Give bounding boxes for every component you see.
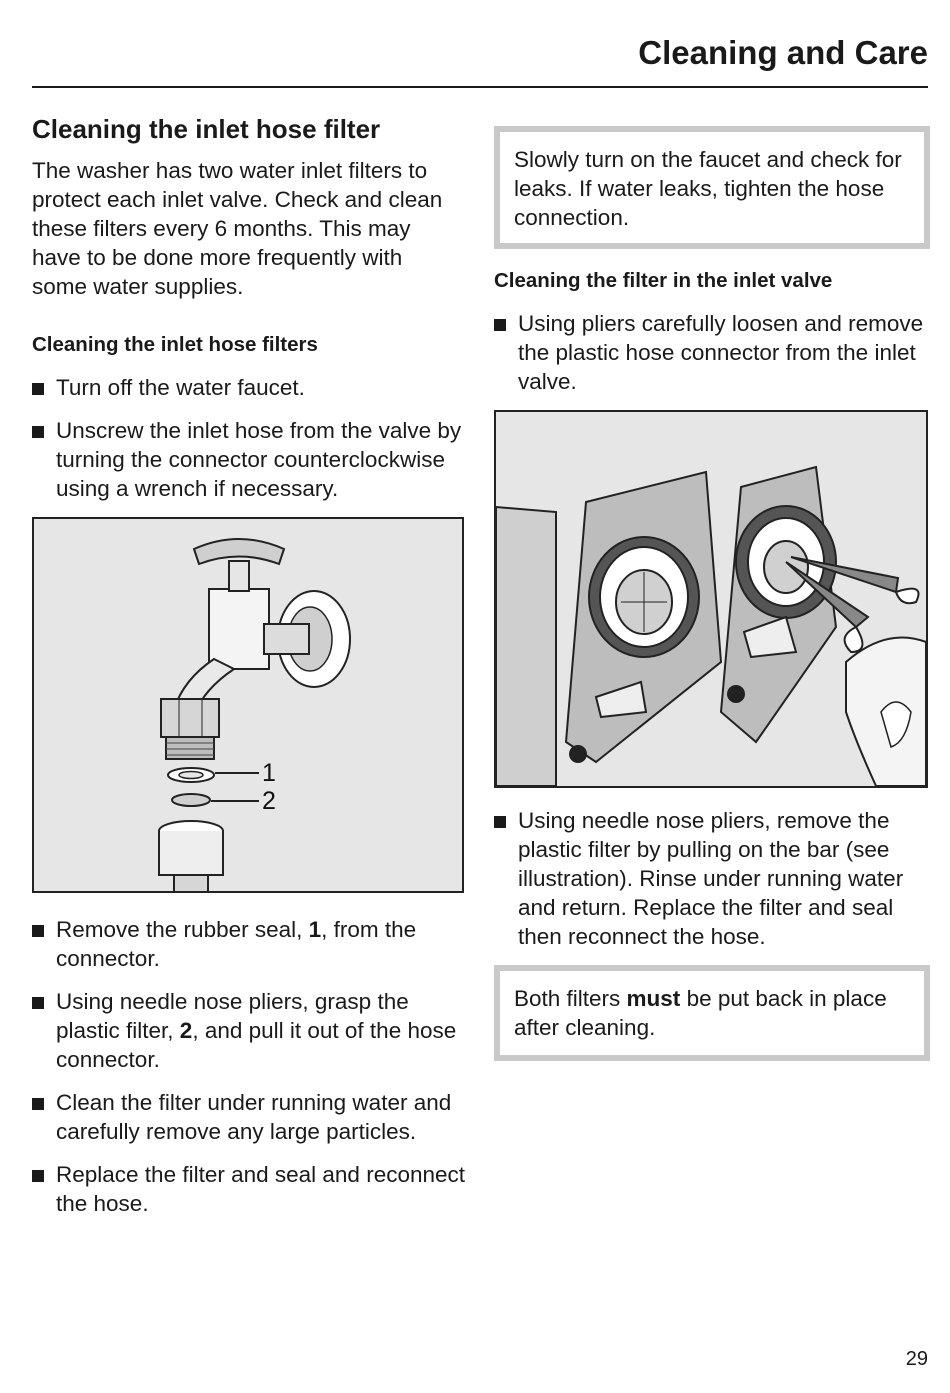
right-column [494,126,930,1061]
subheading-inlet-hose-filters: Cleaning the inlet hose filters [32,333,318,356]
figure-label-2: 2 [262,787,276,815]
list-item: Remove the rubber seal, 1, from the connector. [32,915,468,973]
list-item: Turn off the water faucet. [32,373,468,402]
inlet-valve-figure [494,410,928,788]
list-item: Replace the filter and seal and reconnect the hose. [32,1160,468,1218]
page-number: 29 [905,1348,928,1370]
list-item: Using needle nose pliers, remove the plastic filter by pulling on the bar (see illustration). Rinse under running water and return. Replace the filter and seal then reconnect the hose. [494,806,930,951]
list-item: Using needle nose pliers, grasp the plastic filter, 2, and pull it out of the hose connector. [32,987,468,1074]
figure-label-1: 1 [262,759,276,787]
note-box-leak-check: Slowly turn on the faucet and check for leaks. If water leaks, tighten the hose connection. [494,126,930,249]
steps-list-bottom [32,915,468,1218]
section-title: Cleaning the inlet hose filter [32,114,381,144]
faucet-illustration [34,519,462,891]
steps-list-right-1 [494,309,930,396]
list-item: Unscrew the inlet hose from the valve by turning the connector counterclockwise using a wrench if necessary. [32,416,468,503]
subheading-inlet-valve-filter: Cleaning the filter in the inlet valve [494,269,833,292]
intro-paragraph: The washer has two water inlet filters to protect each inlet valve. Check and clean these filters every 6 months. This may have to be done more frequently with some water supplies. [32,158,443,299]
list-item: Clean the filter under running water and carefully remove any large particles. [32,1088,468,1146]
page-header-title: Cleaning and Care [638,34,928,71]
inlet-valve-illustration [496,412,926,786]
faucet-figure [32,517,464,893]
note-box-filters-must: Both filters must be put back in place after cleaning. [494,965,930,1061]
list-item: Using pliers carefully loosen and remove the plastic hose connector from the inlet valve. [494,309,930,396]
header-rule [32,86,928,88]
left-column [32,112,468,1232]
steps-list-right-2 [494,806,930,951]
steps-list-top [32,373,468,503]
